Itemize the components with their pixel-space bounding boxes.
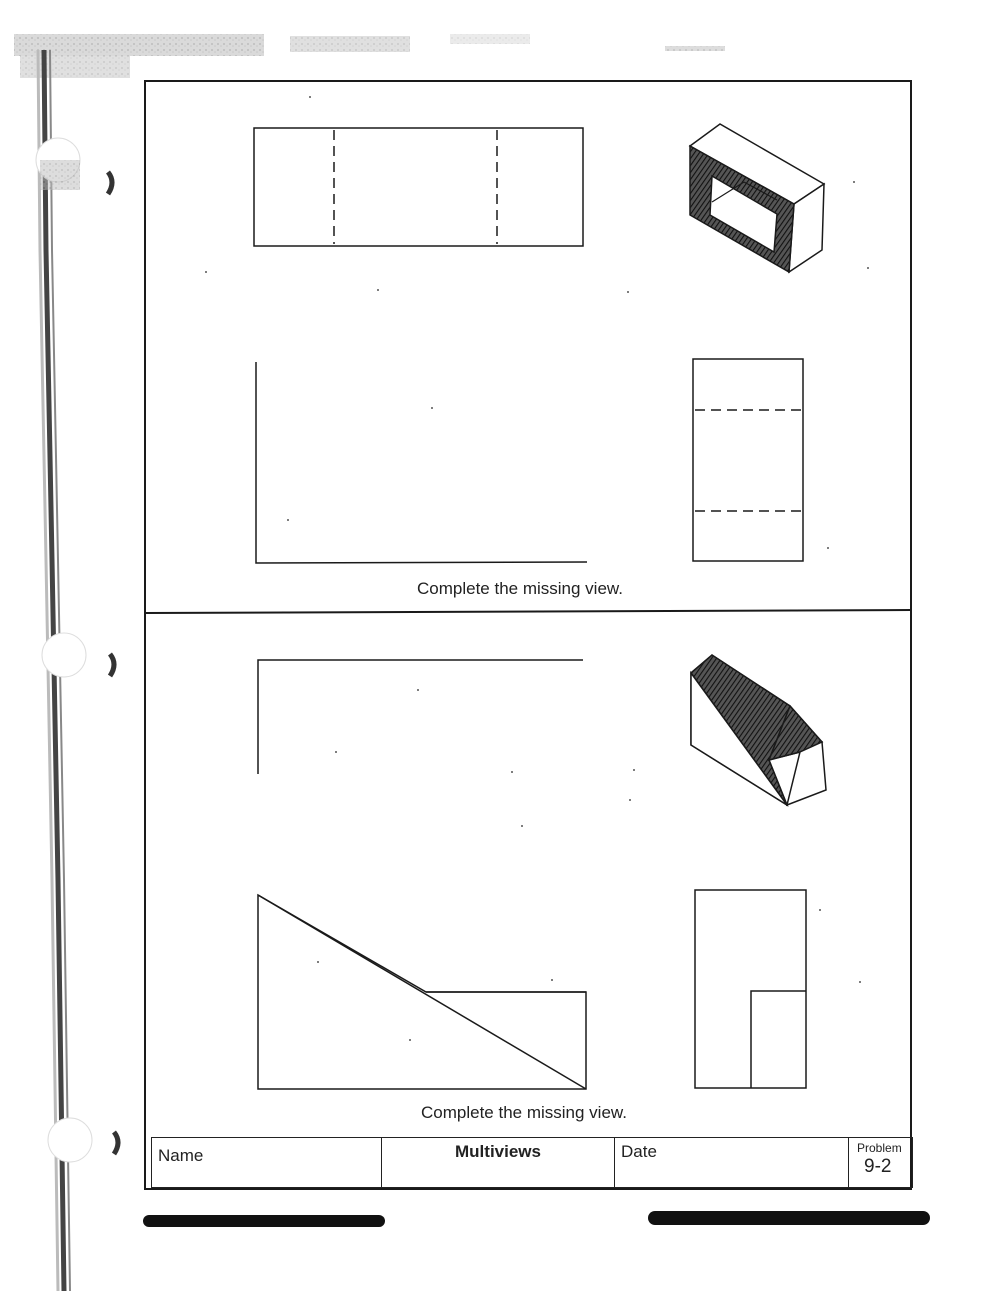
problem1-top-view xyxy=(254,128,583,246)
problem2-front-view xyxy=(258,895,586,1089)
problem1-side-view xyxy=(693,359,803,561)
problem1-front-view-blank xyxy=(256,362,587,563)
scan-bars-bottom xyxy=(143,1211,930,1227)
problem2-isometric-view xyxy=(691,655,826,805)
title-cell xyxy=(382,1138,615,1187)
scan-smudge-top xyxy=(14,34,725,78)
punch-hole-top xyxy=(36,138,112,194)
problem2-side-view xyxy=(695,890,806,1088)
problem-cell xyxy=(849,1138,912,1187)
title-block xyxy=(151,1137,913,1188)
date-field[interactable] xyxy=(615,1138,849,1187)
problem-label: Problem xyxy=(857,1141,902,1155)
problem1-instruction: Complete the missing view. xyxy=(417,579,623,598)
problem2-top-view-blank xyxy=(258,660,583,774)
problem1-isometric-view xyxy=(690,124,824,272)
date-label: Date xyxy=(621,1142,657,1161)
name-label: Name xyxy=(158,1146,204,1165)
problem-number: 9-2 xyxy=(864,1156,892,1177)
punch-hole-bottom xyxy=(48,1118,118,1162)
problem2-instruction: Complete the missing view. xyxy=(421,1103,627,1122)
name-field[interactable] xyxy=(152,1138,382,1187)
section-divider xyxy=(145,610,911,613)
punch-hole-middle xyxy=(42,633,114,677)
worksheet-title: Multiviews xyxy=(455,1142,541,1161)
